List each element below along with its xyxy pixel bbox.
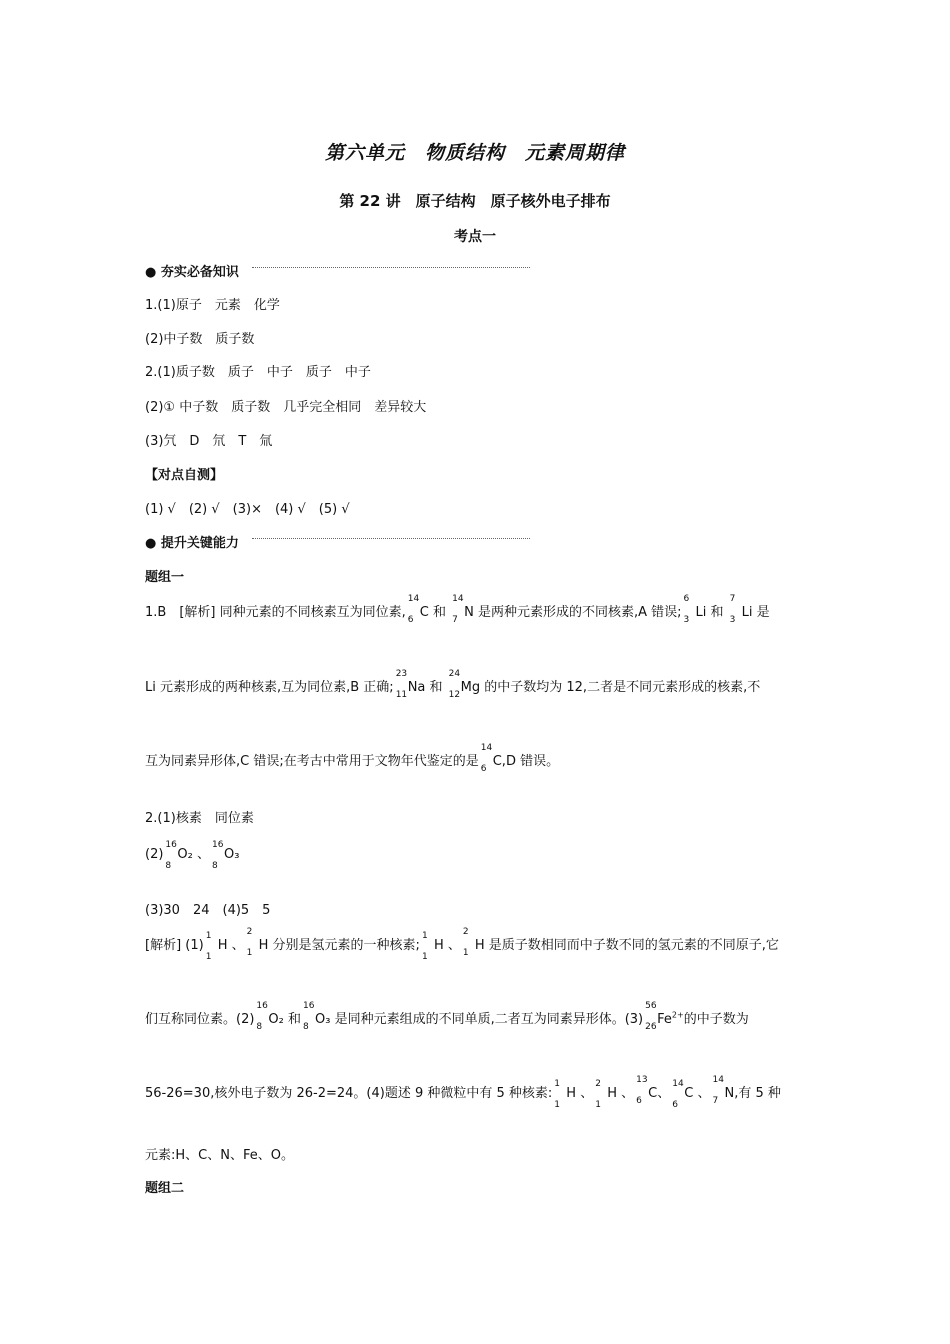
isotope-n14: 14 7 N 是两种元素形成的不同核素,A 错误; [452,594,682,625]
isotope-c13: 13 6 C、 [636,1075,671,1106]
section-basic-knowledge: ● 夯实必备知识 [145,265,239,280]
section-key-ability: ● 提升关键能力 [145,536,239,551]
isotope-o16: 16 8 O₃ [212,840,240,871]
question-1-line-2: Li 元素形成的两种核素,互为同位素,B 正确; 23 11 Na 和 24 12 Mg 的中子数均为 12,二者是不同元素形成的核素,不 [145,669,761,700]
isotope-c14: 14 6 C [672,1079,694,1110]
isotope-c14: 14 6 C 和 [407,594,446,625]
section-heading: 考点一 [454,229,496,245]
dotted-divider [252,267,530,268]
isotope-li7: 7 3 Li 是 [729,594,770,625]
answer-line: (2)① 中子数 质子数 几乎完全相同 差异较大 [145,400,427,415]
answer-line: (3)氕 D 氘 T 氚 [145,434,273,449]
isotope-h1: 1 1 H [205,931,228,962]
self-test-answers: (1) √ (2) √ (3)× (4) √ (5) √ [145,502,350,517]
isotope-h2: 2 1 H 分别是氢元素的一种核素; [246,927,420,958]
isotope-n14: 14 7 N,有 5 种 [712,1075,781,1106]
analysis-line-3: 56-26=30,核外电子数为 26-2=24。(4)题述 9 种微粒中有 5 种核素: 1 1 H 、 2 1 H 、 13 6 C、 14 6 C 、 14 7 N,有 5 种 [145,1075,781,1110]
isotope-fe56: 56 26 $Fe^{2+}$的中子数为 [645,1001,749,1032]
question-2-answer-3: (3)30 24 (4)5 5 [145,903,271,918]
group-title: 题组二 [145,1181,185,1196]
group-title: 题组一 [145,570,185,585]
unit-title: 第六单元 物质结构 元素周期律 [324,142,625,164]
isotope-c14: 14 6 C,D 错误。 [480,743,560,774]
isotope-mg24: 24 12 Mg 的中子数均为 12,二者是不同元素形成的核素,不 [448,669,761,700]
question-1-line-1: 1.B [解析] 同种元素的不同核素互为同位素, 14 6 C 和 14 7 N 是两种元素形成的不同核素,A 错误; 6 3 Li 和 7 3 Li 是 [145,594,770,625]
analysis-line-4: 元素:H、C、N、Fe、O。 [145,1148,294,1163]
isotope-h1: 1 1 H [421,931,444,962]
question-2-answer-1: 2.(1)核素 同位素 [145,811,254,826]
answer-line: (2)中子数 质子数 [145,332,255,347]
isotope-h2: 2 1 H 是质子数相同而中子数不同的氢元素的不同原子,它 [462,927,779,958]
isotope-o16: 16 8 O₂ 和 [256,1001,301,1032]
isotope-o16: 16 8 O₂ [165,840,193,871]
answer-line: 1.(1)原子 元素 化学 [145,298,280,313]
analysis-line-1: [解析] (1) 1 1 H 、 2 1 H 分别是氢元素的一种核素; 1 1 H 、 2 1 H 是质子数相同而中子数不同的氢元素的不同原子,它 [145,927,779,962]
self-test-title: 【对点自测】 [145,468,224,483]
isotope-h2: 2 1 H [595,1079,617,1110]
isotope-na23: 23 11 Na 和 [395,669,443,700]
lecture-title: 第 22 讲 原子结构 原子核外电子排布 [339,192,611,210]
isotope-h1: 1 1 H [554,1079,577,1110]
question-2-answer-2: (2) 16 8 O₂ 、 16 8 O₃ [145,840,240,871]
answer-line: 2.(1)质子数 质子 中子 质子 中子 [145,365,371,380]
dotted-divider [252,538,530,539]
analysis-line-2: 们互称同位素。(2) 16 8 O₂ 和 16 8 O₃ 是同种元素组成的不同单质,二者互为同素异形体。(3) 56 26 $Fe^{2+}$的中子数为 [145,1001,749,1032]
isotope-li6: 6 3 Li 和 [683,594,724,625]
isotope-o16: 16 8 O₃ 是同种元素组成的不同单质,二者互为同素异形体。(3) [303,1001,644,1032]
question-1-line-3: 互为同素异形体,C 错误;在考古中常用于文物年代鉴定的是 14 6 C,D 错误。 [145,743,560,774]
